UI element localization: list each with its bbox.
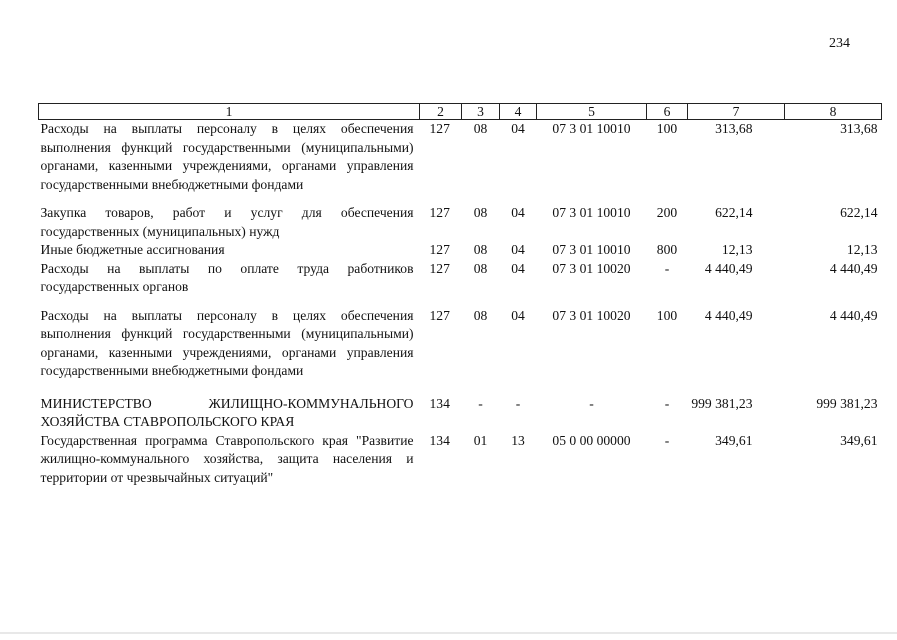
row-name: Государственная программа Ставропольского края "Развитие жилищно-коммунального хозяйства, защита населения и территории от чрезвычайных ситуаций"	[40, 432, 414, 485]
row-amount-7: 4 440,49	[704, 307, 753, 323]
row-code-4: -	[515, 395, 521, 411]
budget-table	[38, 103, 882, 487]
header-cell: 6	[647, 104, 688, 120]
row-amount-7: 313,68	[715, 121, 753, 136]
row-code-4: 04	[511, 242, 525, 257]
header-cell: 8	[785, 104, 882, 120]
row-code-5: 07 3 01 10010	[552, 205, 631, 220]
row-code-3: 08	[473, 307, 488, 323]
row-code-4: 04	[511, 121, 525, 136]
row-code-5: 05 0 00 00000	[552, 432, 631, 448]
header-row	[39, 104, 882, 120]
row-code-6: -	[664, 432, 670, 448]
scan-edge	[0, 632, 897, 634]
row-code-5: 07 3 01 10020	[552, 307, 631, 323]
row-code-6: 800	[656, 242, 678, 257]
row-name: МИНИСТЕРСТВО ЖИЛИЩНО-КОММУНАЛЬНОГО ХОЗЯЙСТВА СТАВРОПОЛЬСКОГО КРАЯ	[40, 395, 414, 429]
table-row	[39, 381, 882, 432]
row-amount-8: 313,68	[840, 121, 878, 136]
row-amount-7: 999 381,23	[691, 395, 753, 411]
row-code-6: 100	[656, 121, 678, 136]
header-cell: 2	[420, 104, 462, 120]
row-name: Расходы на выплаты по оплате труда работников государственных органов	[40, 260, 414, 294]
row-amount-7: 622,14	[715, 205, 753, 220]
row-name: Иные бюджетные ассигнования	[40, 242, 225, 257]
row-code-2: 127	[429, 242, 450, 257]
row-code-6: -	[664, 395, 670, 411]
row-code-6: 200	[656, 205, 678, 220]
row-code-2: 127	[429, 121, 450, 136]
header-cell: 1	[39, 104, 420, 120]
table-row	[39, 194, 882, 241]
page-number: 234	[829, 36, 850, 51]
header-cell: 4	[500, 104, 537, 120]
row-code-6: 100	[656, 307, 678, 323]
row-code-2: 134	[429, 432, 450, 448]
header-cell: 3	[462, 104, 500, 120]
row-name: Расходы на выплаты персоналу в целях обеспечения выполнения функций государственными (муниципальными) органами, казенными учреждениями, органами управления государственными внебюджетными фондами	[40, 121, 414, 192]
row-code-2: 127	[429, 260, 450, 276]
row-amount-8: 349,61	[840, 432, 878, 448]
row-code-3: -	[478, 395, 483, 411]
row-amount-8: 622,14	[840, 205, 878, 220]
table-row	[39, 120, 882, 195]
row-code-5: 07 3 01 10010	[552, 121, 631, 136]
row-code-2: 134	[429, 395, 450, 411]
row-code-3: 08	[473, 242, 488, 257]
row-code-4: 04	[511, 307, 525, 323]
header-cell: 7	[688, 104, 785, 120]
table-row	[39, 260, 882, 297]
row-name: Расходы на выплаты персоналу в целях обеспечения выполнения функций государственными (муниципальными) органами, казенными учреждениями, органами управления государственными внебюджетными фондами	[40, 307, 414, 378]
row-code-3: 08	[473, 121, 488, 136]
row-amount-8: 4 440,49	[829, 307, 878, 323]
row-amount-8: 4 440,49	[829, 260, 878, 276]
row-amount-7: 12,13	[721, 242, 753, 257]
table-row	[39, 241, 882, 260]
row-code-5: 07 3 01 10020	[552, 260, 631, 276]
row-amount-7: 349,61	[715, 432, 753, 448]
row-code-6: -	[664, 260, 670, 276]
table-row	[39, 297, 882, 381]
row-code-4: 04	[511, 205, 525, 220]
row-name: Закупка товаров, работ и услуг для обеспечения государственных (муниципальных) нужд	[40, 205, 414, 239]
row-code-5: 07 3 01 10010	[552, 242, 631, 257]
row-code-3: 08	[473, 205, 488, 220]
row-code-2: 127	[429, 307, 450, 323]
table-row	[39, 432, 882, 488]
row-amount-8: 999 381,23	[816, 395, 878, 411]
row-code-4: 04	[511, 260, 525, 276]
row-code-3: 01	[473, 432, 488, 448]
row-amount-7: 4 440,49	[704, 260, 753, 276]
row-code-4: 13	[511, 432, 525, 448]
row-code-2: 127	[429, 205, 450, 220]
row-code-3: 08	[473, 260, 488, 276]
row-amount-8: 12,13	[846, 242, 878, 257]
header-cell: 5	[537, 104, 647, 120]
row-code-5: -	[589, 395, 594, 411]
